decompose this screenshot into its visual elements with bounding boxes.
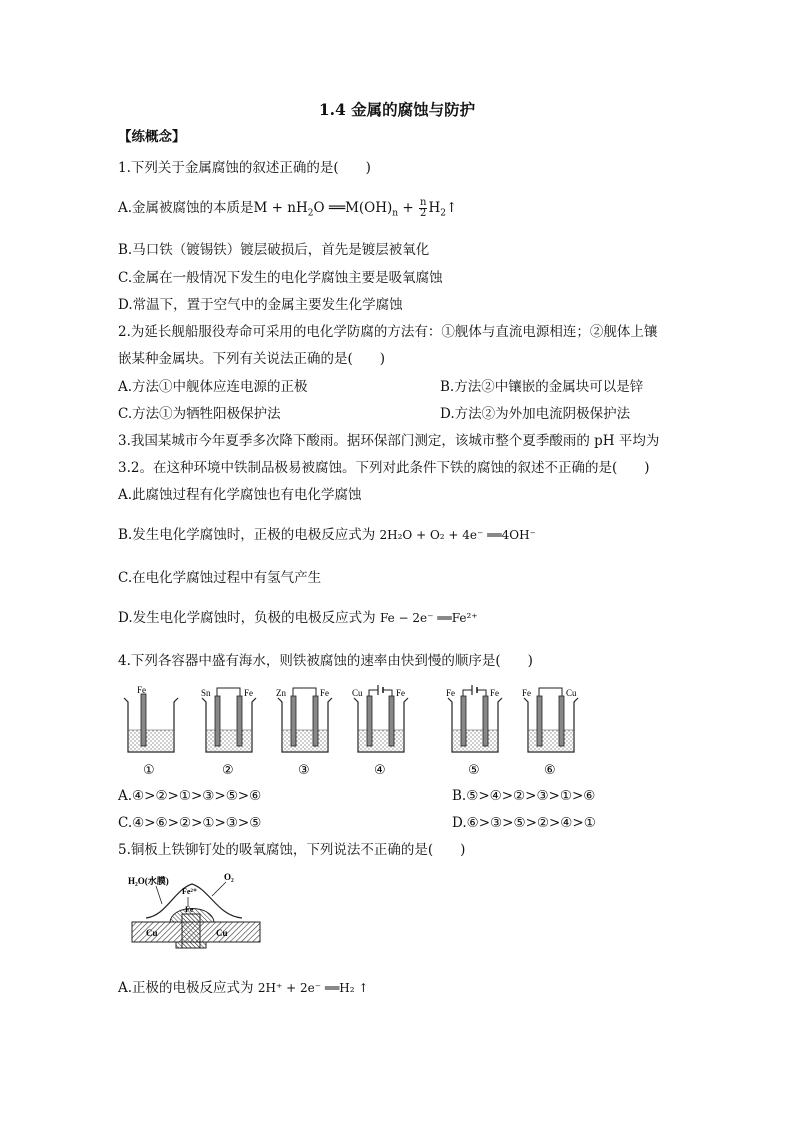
q4-stem: 4.下列各容器中盛有海水，则铁被腐蚀的速率由快到慢的顺序是( ) bbox=[118, 653, 533, 669]
electrode-label: Zn bbox=[276, 688, 286, 698]
q1-option-a: A.金属被腐蚀的本质是$M + nH_2O$ $══M(OH)_n$ + $\frac{n}{2}$ $H_2↑$ bbox=[118, 197, 458, 219]
beaker-5 bbox=[446, 685, 502, 778]
electrode-label: Fe bbox=[244, 688, 253, 698]
electrode-label: Fe bbox=[396, 688, 405, 698]
q5-stem: 5.铜板上铁铆钉处的吸氧腐蚀，下列说法不正确的是( ) bbox=[118, 842, 466, 858]
q4-option-b: B.⑤>④>②>③>①>⑥ bbox=[452, 788, 596, 804]
beaker-number: ⑤ bbox=[468, 763, 480, 778]
electrode-label: Cu bbox=[566, 688, 577, 698]
water-film-label: H₂O(水膜) bbox=[128, 876, 169, 886]
q3-option-b: B.发生电化学腐蚀时，正极的电极反应式为 2H₂O + O₂ + 4e⁻ ══4OH⁻ bbox=[118, 527, 536, 543]
q4-option-a: A.④>②>①>③>⑤>⑥ bbox=[118, 788, 262, 804]
electrode-label: Cu bbox=[352, 688, 363, 698]
beaker-4 bbox=[352, 685, 408, 778]
q3-option-a: A.此腐蚀过程有化学腐蚀也有电化学腐蚀 bbox=[118, 487, 362, 503]
q2-option-b: B.方法②中镶嵌的金属块可以是锌 bbox=[440, 379, 644, 395]
section-heading: 【练概念】 bbox=[118, 129, 186, 145]
beaker-number: ④ bbox=[374, 763, 386, 778]
q1-option-b: B.马口铁（镀锡铁）镀层破损后，首先是镀层被氧化 bbox=[118, 242, 430, 258]
electrode-label: Sn bbox=[201, 688, 211, 698]
beaker-number: ② bbox=[222, 763, 234, 778]
equation: Fe − 2e⁻ ══Fe²⁺ bbox=[379, 611, 478, 625]
beaker-number: ① bbox=[143, 763, 155, 778]
equation: 2H⁺ + 2e⁻ ══H₂ ↑ bbox=[257, 981, 369, 995]
q5-option-a: A.正极的电极反应式为 2H⁺ + 2e⁻ ══H₂ ↑ bbox=[118, 980, 369, 996]
q4-option-d: D.⑥>③>⑤>②>④>① bbox=[452, 815, 596, 831]
beaker-2 bbox=[201, 688, 256, 778]
cu-right-label: Cu bbox=[216, 928, 228, 938]
electrode-label: Fe bbox=[137, 685, 146, 695]
q3-stem-line1: 3.我国某城市今年夏季多次降下酸雨。据环保部门测定，该城市整个夏季酸雨的 pH 平均为 bbox=[118, 433, 660, 449]
q2-stem-line2: 嵌某种金属块。下列有关说法正确的是( ) bbox=[118, 351, 386, 367]
fe-label: Fe bbox=[185, 905, 194, 914]
q2-option-d: D.方法②为外加电流阴极保护法 bbox=[440, 406, 631, 422]
electrode-label: Fe bbox=[320, 688, 329, 698]
q1-option-d: D.常温下，置于空气中的金属主要发生化学腐蚀 bbox=[118, 297, 403, 313]
fraction: $\frac{n}{2}$ bbox=[419, 197, 427, 219]
q1-stem: 1.下列关于金属腐蚀的叙述正确的是( ) bbox=[118, 160, 371, 176]
beaker-1 bbox=[124, 685, 178, 778]
equation: 2H₂O + O₂ + 4e⁻ ══4OH⁻ bbox=[379, 528, 536, 542]
electrode-label: Fe bbox=[490, 688, 499, 698]
q3-option-c: C.在电化学腐蚀过程中有氢气产生 bbox=[118, 570, 322, 586]
electrode-label: Fe bbox=[522, 688, 531, 698]
beakers-figure bbox=[112, 684, 592, 778]
page-title: 1.4 金属的腐蚀与防护 bbox=[318, 100, 476, 119]
beaker-3 bbox=[276, 688, 332, 778]
q4-option-c: C.④>⑥>②>①>③>⑤ bbox=[118, 815, 262, 831]
q2-stem-line1: 2.为延长舰船服役寿命可采用的电化学防腐的方法有：①舰体与直流电源相连；②舰体上镶 bbox=[118, 324, 658, 340]
fe2-label: Fe²⁺ bbox=[182, 887, 198, 896]
rivet-figure bbox=[126, 870, 266, 952]
beaker-number: ③ bbox=[298, 763, 310, 778]
cu-left-label: Cu bbox=[146, 928, 158, 938]
electrode-label: Fe bbox=[446, 688, 455, 698]
q1-option-c: C.金属在一般情况下发生的电化学腐蚀主要是吸氧腐蚀 bbox=[118, 270, 443, 286]
o2-label: O₂ bbox=[224, 872, 234, 882]
beaker-6 bbox=[522, 688, 578, 778]
q3-stem-line2: 3.2。在这种环境中铁制品极易被腐蚀。下列对此条件下铁的腐蚀的叙述不正确的是( ) bbox=[118, 460, 650, 476]
q3-option-d: D.发生电化学腐蚀时，负极的电极反应式为 Fe − 2e⁻ ══Fe²⁺ bbox=[118, 610, 478, 626]
q2-option-c: C.方法①为牺牲阳极保护法 bbox=[118, 406, 281, 422]
q2-option-a: A.方法①中舰体应连电源的正极 bbox=[118, 379, 308, 395]
beaker-number: ⑥ bbox=[544, 763, 556, 778]
